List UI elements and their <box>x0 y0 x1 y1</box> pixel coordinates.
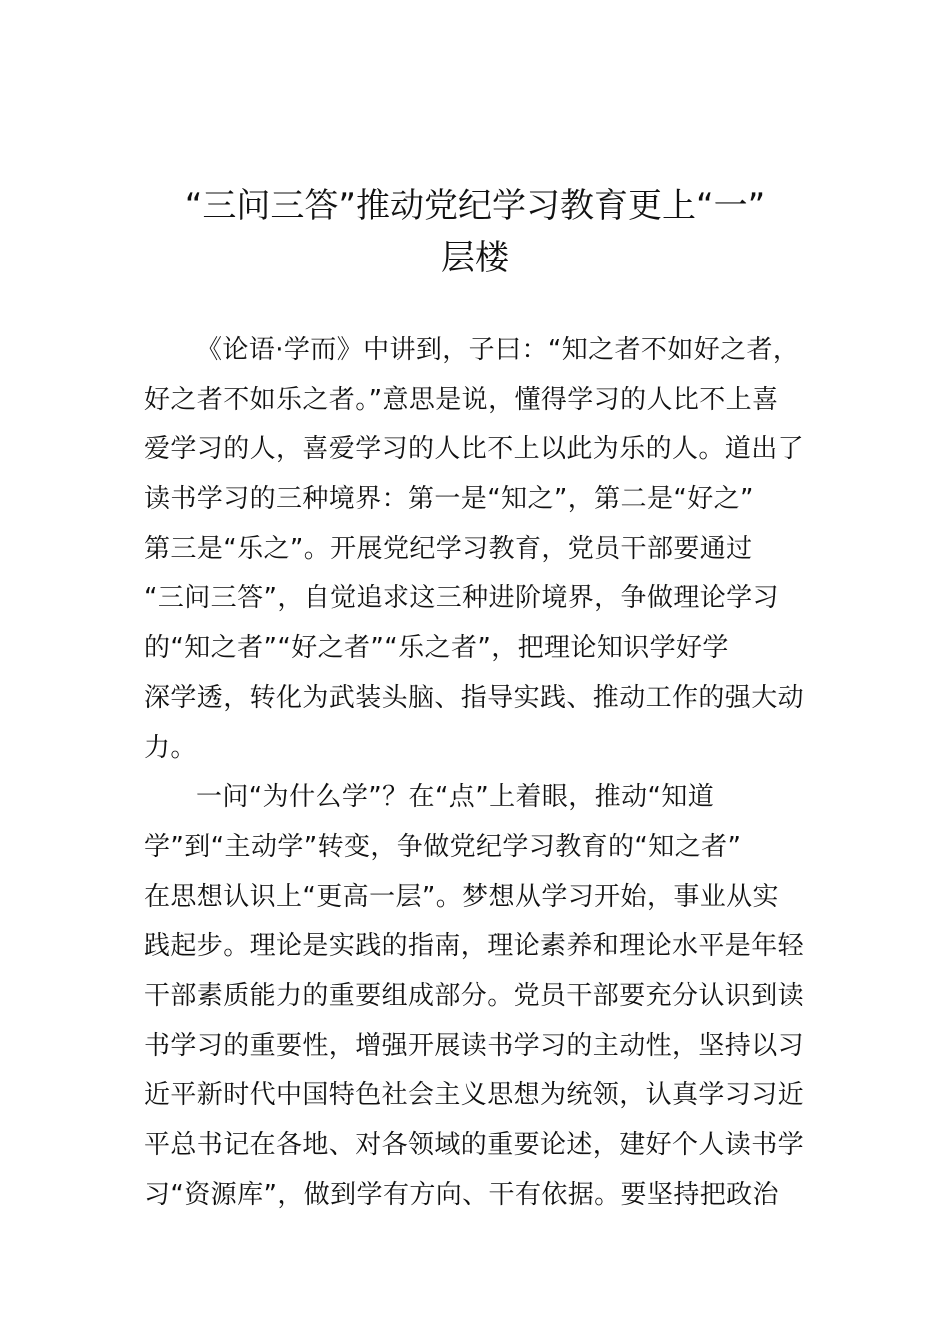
body-line: 的“知之者”“好之者”“乐之者”，把理论知识学好学 <box>144 633 729 664</box>
body-line: 习“资源库”，做到学有方向、干有依据。要坚持把政治 <box>144 1179 779 1210</box>
document-title <box>120 180 830 284</box>
body-line: “三问三答”，自觉追求这三种进阶境界，争做理论学习 <box>144 583 779 614</box>
body-line: 近平新时代中国特色社会主义思想为统领，认真学习习近 <box>144 1080 805 1111</box>
body-line: 学”到“主动学”转变，争做党纪学习教育的“知之者” <box>144 831 742 862</box>
body-line: 好之者不如乐之者。”意思是说，懂得学习的人比不上喜 <box>144 384 779 415</box>
body-line: 一问“为什么学”？在“点”上着眼，推动“知道 <box>196 782 715 813</box>
title-line-1: “三问三答”推动党纪学习教育更上“一” <box>184 186 766 226</box>
body-line: 读书学习的三种境界：第一是“知之”，第二是“好之” <box>144 484 754 515</box>
body-line: 平总书记在各地、对各领域的重要论述，建好个人读书学 <box>144 1130 805 1160</box>
body-line: 书学习的重要性，增强开展读书学习的主动性，坚持以习 <box>144 1030 805 1061</box>
body-line: 第三是“乐之”。开展党纪学习教育，党员干部要通过 <box>144 533 753 564</box>
body-line: 践起步。理论是实践的指南，理论素养和理论水平是年轻 <box>144 931 805 962</box>
body-line: 力。 <box>144 732 197 763</box>
body-line: 干部素质能力的重要组成部分。党员干部要充分认识到读 <box>144 980 805 1011</box>
body-line: 在思想认识上“更高一层”。梦想从学习开始，事业从实 <box>144 881 779 912</box>
body-line: 爱学习的人，喜爱学习的人比不上以此为乐的人。道出了 <box>144 434 805 465</box>
document-body <box>144 326 808 1220</box>
title-line-2: 层楼 <box>441 238 509 278</box>
body-line: 深学透，转化为武装头脑、指导实践、推动工作的强大动 <box>144 682 805 713</box>
body-line: 《论语·学而》中讲到，子曰：“知之者不如好之者， <box>196 335 800 365</box>
